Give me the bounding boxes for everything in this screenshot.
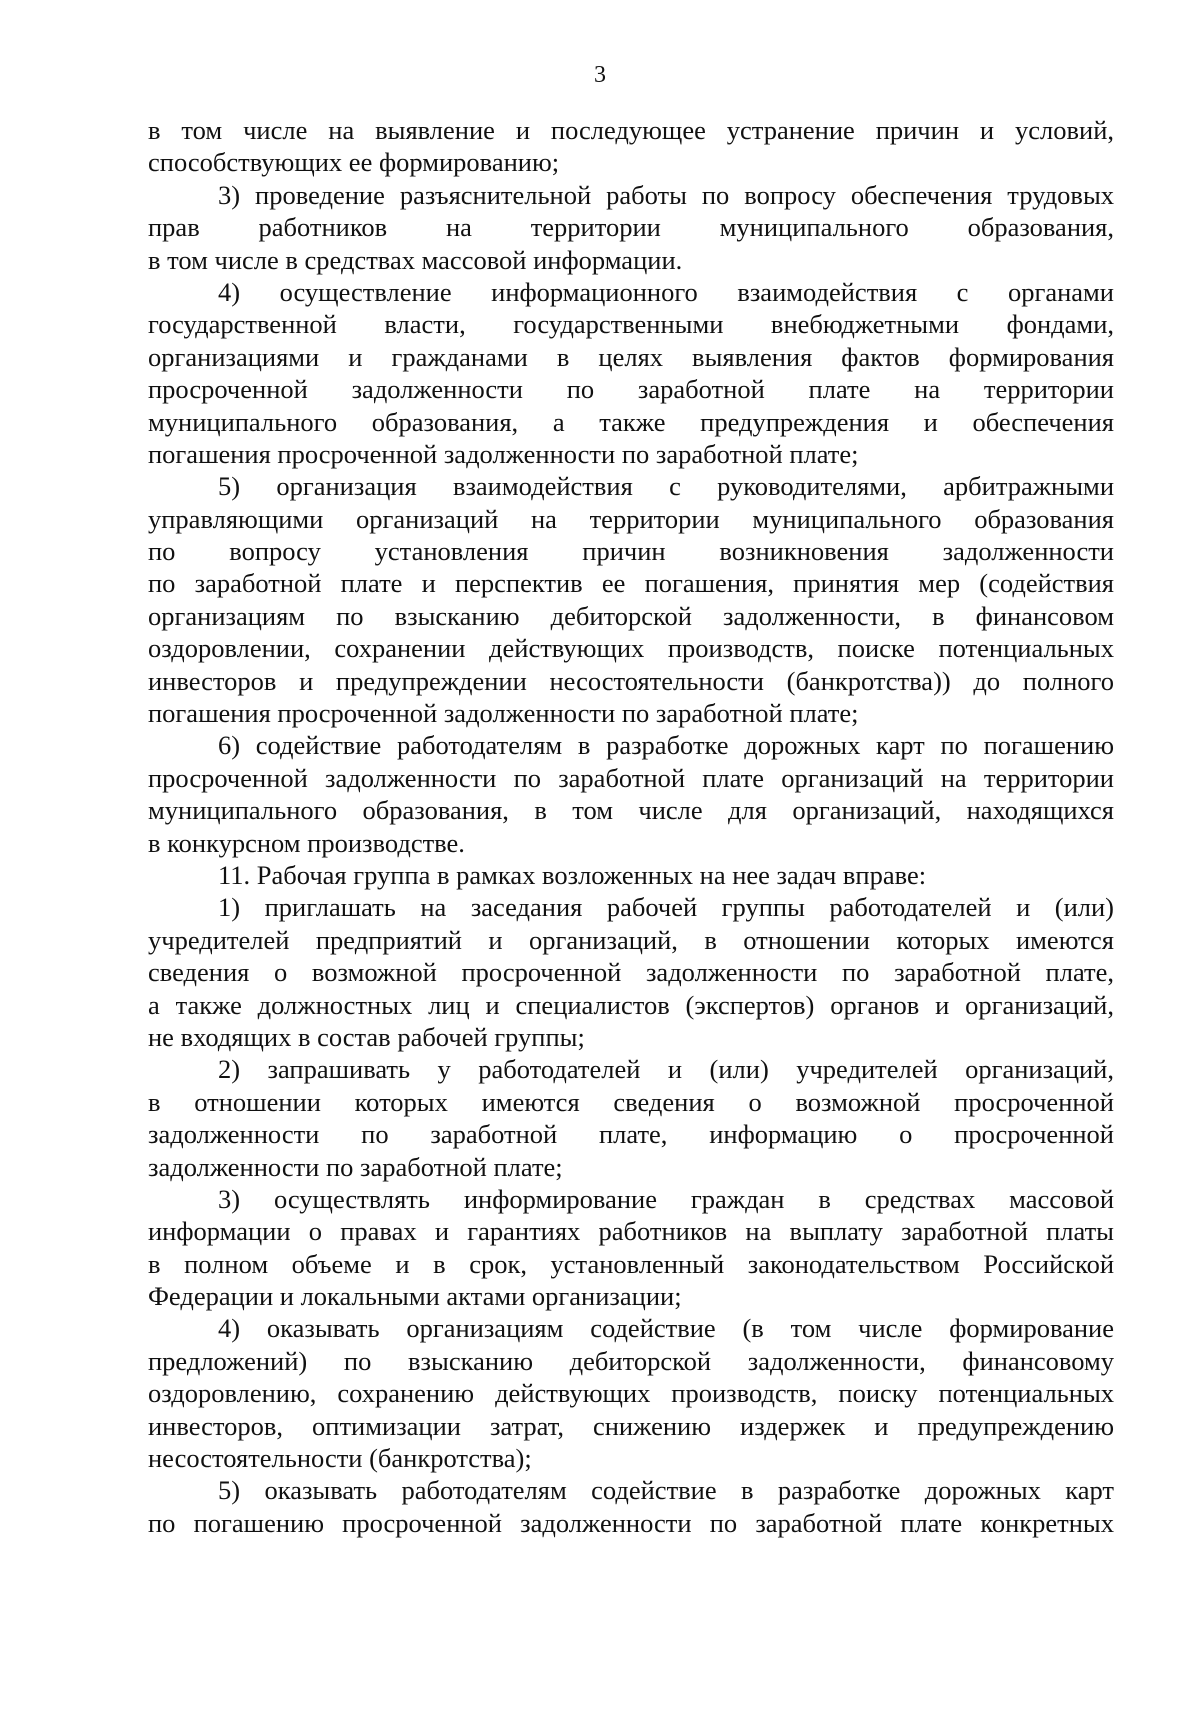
text-line: инвесторов, оптимизации затрат, снижению издержек и предупреждению <box>148 1410 1114 1441</box>
text-line: сведения о возможной просроченной задолженности по заработной плате, <box>148 957 1114 988</box>
text-line: муниципального образования, в том числе для организаций, находящихся <box>148 795 1114 826</box>
right-item-5: 5) оказывать работодателям содействие в разработке дорожных карт <box>218 1475 1114 1506</box>
list-item-6: 6) содействие работодателям в разработке дорожных карт по погашению <box>218 730 1114 761</box>
text-line: задолженности по заработной плате, информацию о просроченной <box>148 1119 1114 1150</box>
text-line: в отношении которых имеются сведения о возможной просроченной <box>148 1086 1114 1117</box>
text-line: по вопросу установления причин возникновения задолженности <box>148 536 1114 567</box>
page-number: 3 <box>594 62 606 88</box>
document-body <box>148 114 1114 1539</box>
text-line: организациями и гражданами в целях выявления фактов формирования <box>148 341 1114 372</box>
text-line: муниципального образования, а также предупреждения и обеспечения <box>148 406 1114 437</box>
text-line: по заработной плате и перспектив ее погашения, принятия мер (содействия <box>148 568 1114 599</box>
text-line: Федерации и локальными актами организации; <box>148 1281 682 1312</box>
text-line: просроченной задолженности по заработной плате организаций на территории <box>148 762 1114 793</box>
text-line: задолженности по заработной плате; <box>148 1151 563 1182</box>
right-item-1: 1) приглашать на заседания рабочей группы работодателей и (или) <box>218 892 1114 923</box>
text-line: несостоятельности (банкротства); <box>148 1443 532 1474</box>
text-line: в том числе в средствах массовой информации. <box>148 244 683 275</box>
text-line: предложений) по взысканию дебиторской задолженности, финансовому <box>148 1345 1114 1376</box>
text-line: оздоровлению, сохранению действующих производств, поиску потенциальных <box>148 1378 1114 1409</box>
text-line: способствующих ее формированию; <box>148 147 560 178</box>
text-line: в конкурсном производстве. <box>148 827 465 858</box>
text-line: в полном объеме и в срок, установленный законодательством Российской <box>148 1248 1114 1279</box>
text-line: оздоровлении, сохранении действующих производств, поиске потенциальных <box>148 633 1114 664</box>
right-item-2: 2) запрашивать у работодателей и (или) учредителей организаций, <box>218 1054 1114 1085</box>
list-item-5: 5) организация взаимодействия с руководителями, арбитражными <box>218 471 1114 502</box>
text-line: прав работников на территории муниципального образования, <box>148 212 1114 243</box>
text-line: инвесторов и предупреждении несостоятельности (банкротства)) до полного <box>148 665 1114 696</box>
text-line: не входящих в состав рабочей группы; <box>148 1021 585 1052</box>
text-line: организациям по взысканию дебиторской задолженности, в финансовом <box>148 600 1114 631</box>
text-line: а также должностных лиц и специалистов (экспертов) органов и организаций, <box>148 989 1114 1020</box>
text-line: в том числе на выявление и последующее устранение причин и условий, <box>148 115 1114 145</box>
text-line: государственной власти, государственными внебюджетными фондами, <box>148 309 1114 340</box>
text-line: управляющими организаций на территории муниципального образования <box>148 503 1114 534</box>
text-line: погашения просроченной задолженности по заработной плате; <box>148 438 859 469</box>
text-line: по погашению просроченной задолженности по заработной плате конкретных <box>148 1507 1114 1538</box>
section-11-heading: 11. Рабочая группа в рамках возложенных на нее задач вправе: <box>218 859 927 890</box>
list-item-3: 3) проведение разъяснительной работы по вопросу обеспечения трудовых <box>218 179 1114 210</box>
text-line: информации о правах и гарантиях работников на выплату заработной платы <box>148 1216 1114 1247</box>
right-item-3: 3) осуществлять информирование граждан в средствах массовой <box>218 1183 1114 1214</box>
text-line: просроченной задолженности по заработной плате на территории <box>148 374 1114 405</box>
text-line: учредителей предприятий и организаций, в отношении которых имеются <box>148 924 1114 955</box>
text-line: погашения просроченной задолженности по заработной плате; <box>148 698 859 729</box>
list-item-4: 4) осуществление информационного взаимодействия с органами <box>218 276 1114 307</box>
right-item-4: 4) оказывать организациям содействие (в том числе формирование <box>218 1313 1114 1344</box>
